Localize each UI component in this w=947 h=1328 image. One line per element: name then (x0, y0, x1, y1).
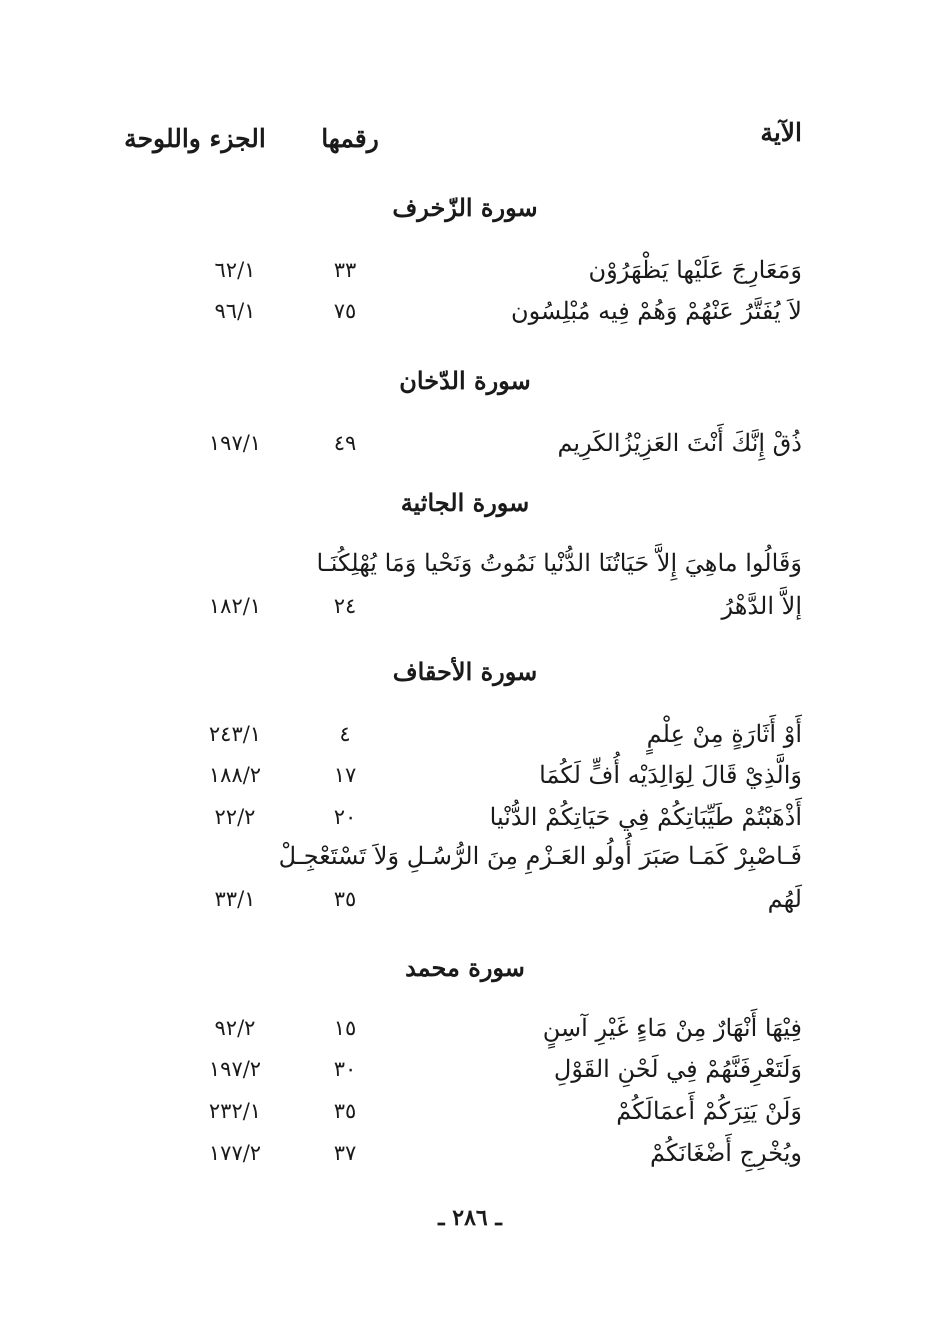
verse-text: أَوْ أَثَارَةٍ مِنْ عِلْمٍ (646, 720, 802, 748)
table-row (0, 293, 947, 333)
verse-text: وَلَتَعْرِفَنَّهُمْ فِي لَحْنِ القَوْلِ (553, 1055, 802, 1083)
surah-title: سورة الدّخان (399, 366, 531, 395)
verse-text: أَذْهَبْتُمْ طَيِّبَاتِكُمْ فِي حَيَاتِكُمْ الدُّنْيا (489, 803, 802, 831)
table-row (0, 252, 947, 292)
surah-title: سورة الأحقاف (392, 657, 538, 686)
surah-title: سورة الجاثية (400, 488, 530, 517)
volume-page-ref: ١٧٧/٢ (208, 1141, 262, 1165)
table-row (0, 1093, 947, 1133)
verse-text: ويُخْرِجِ أَضْغَانَكُمْ (650, 1139, 802, 1167)
volume-page-ref: ١٨٨/٢ (208, 763, 262, 787)
surah-title: سورة الزّخرف (392, 193, 538, 222)
header-reference: الجزء واللوحة (124, 124, 266, 153)
volume-page-ref: ٩٢/٢ (214, 1016, 256, 1040)
verse-text-line: فَـاصْبِرْ كَمَـا صَبَرَ أُولُو العَـزْمِ مِنَ الرُّسُـلِ وَلاَ تَسْتَعْجِـلْ (278, 842, 802, 870)
table-row (0, 757, 947, 797)
table-row (0, 1010, 947, 1050)
page-number: ـ ٢٨٦ ـ (438, 1205, 502, 1231)
verse-text: وَلَنْ يَتِرَكُمْ أَعمَالَكُمْ (616, 1097, 802, 1125)
volume-page-ref: ٢٢/٢ (214, 805, 256, 829)
verse-number: ١٧ (333, 763, 357, 787)
surah-title: سورة محمد (405, 953, 525, 982)
verse-number: ٣٥ (333, 1099, 357, 1123)
volume-page-ref: ٦٢/١ (214, 258, 256, 282)
verse-number: ١٥ (333, 1016, 357, 1040)
volume-page-ref: ١٩٧/٢ (208, 1057, 262, 1081)
header-verse: الآية (760, 118, 802, 147)
table-row (0, 799, 947, 839)
volume-page-ref: ١٨٢/١ (208, 594, 262, 618)
verse-text: فِيْهَا أَنْهَارٌ مِنْ مَاءٍ غَيْرِ آسِنٍ (542, 1014, 802, 1042)
verse-number: ٣٠ (333, 1057, 357, 1081)
header-number: رقمها (321, 124, 379, 153)
verse-number: ٢٠ (333, 805, 357, 829)
verse-text: وَمَعَارِجَ عَلَيْها يَظْهَرُوْن (588, 256, 802, 284)
verse-number: ٤٩ (333, 431, 357, 455)
volume-page-ref: ٢٣٢/١ (208, 1099, 262, 1123)
table-row (0, 881, 947, 921)
verse-text: لاَ يُفَتَّرُ عَنْهُمْ وَهُمْ فِيه مُبْلِسُون (510, 297, 802, 325)
volume-page-ref: ٢٤٣/١ (208, 722, 262, 746)
verse-number: ٧٥ (333, 299, 357, 323)
verse-text: لَهُم (767, 885, 802, 913)
verse-text-line: وَقَالُوا ماهِيَ إِلاَّ حَيَاتُنَا الدُّنْيا نَمُوتُ وَنَحْيا وَمَا يُهْلِكُنَـا (316, 549, 802, 577)
verse-number: ٤ (339, 722, 351, 746)
volume-page-ref: ٣٣/١ (214, 887, 256, 911)
table-row (0, 1051, 947, 1091)
verse-number: ٣٣ (333, 258, 357, 282)
verse-number: ٣٧ (333, 1141, 357, 1165)
verse-text: إلاَّ الدَّهْرُ (721, 592, 802, 620)
verse-number: ٢٤ (333, 594, 357, 618)
table-row (0, 588, 947, 628)
verse-text: ذُقْ إِنَّكَ أَنْتَ العَزِيْزُالكَرِيم (557, 429, 802, 457)
verse-number: ٣٥ (333, 887, 357, 911)
verse-text: وَالَّذِيْ قَالَ لِوَالِدَيْه أُفٍّ لَكُمَا (539, 761, 802, 789)
table-row (0, 1135, 947, 1175)
volume-page-ref: ٩٦/١ (214, 299, 256, 323)
table-row (0, 716, 947, 756)
volume-page-ref: ١٩٧/١ (208, 431, 262, 455)
table-row (0, 425, 947, 465)
